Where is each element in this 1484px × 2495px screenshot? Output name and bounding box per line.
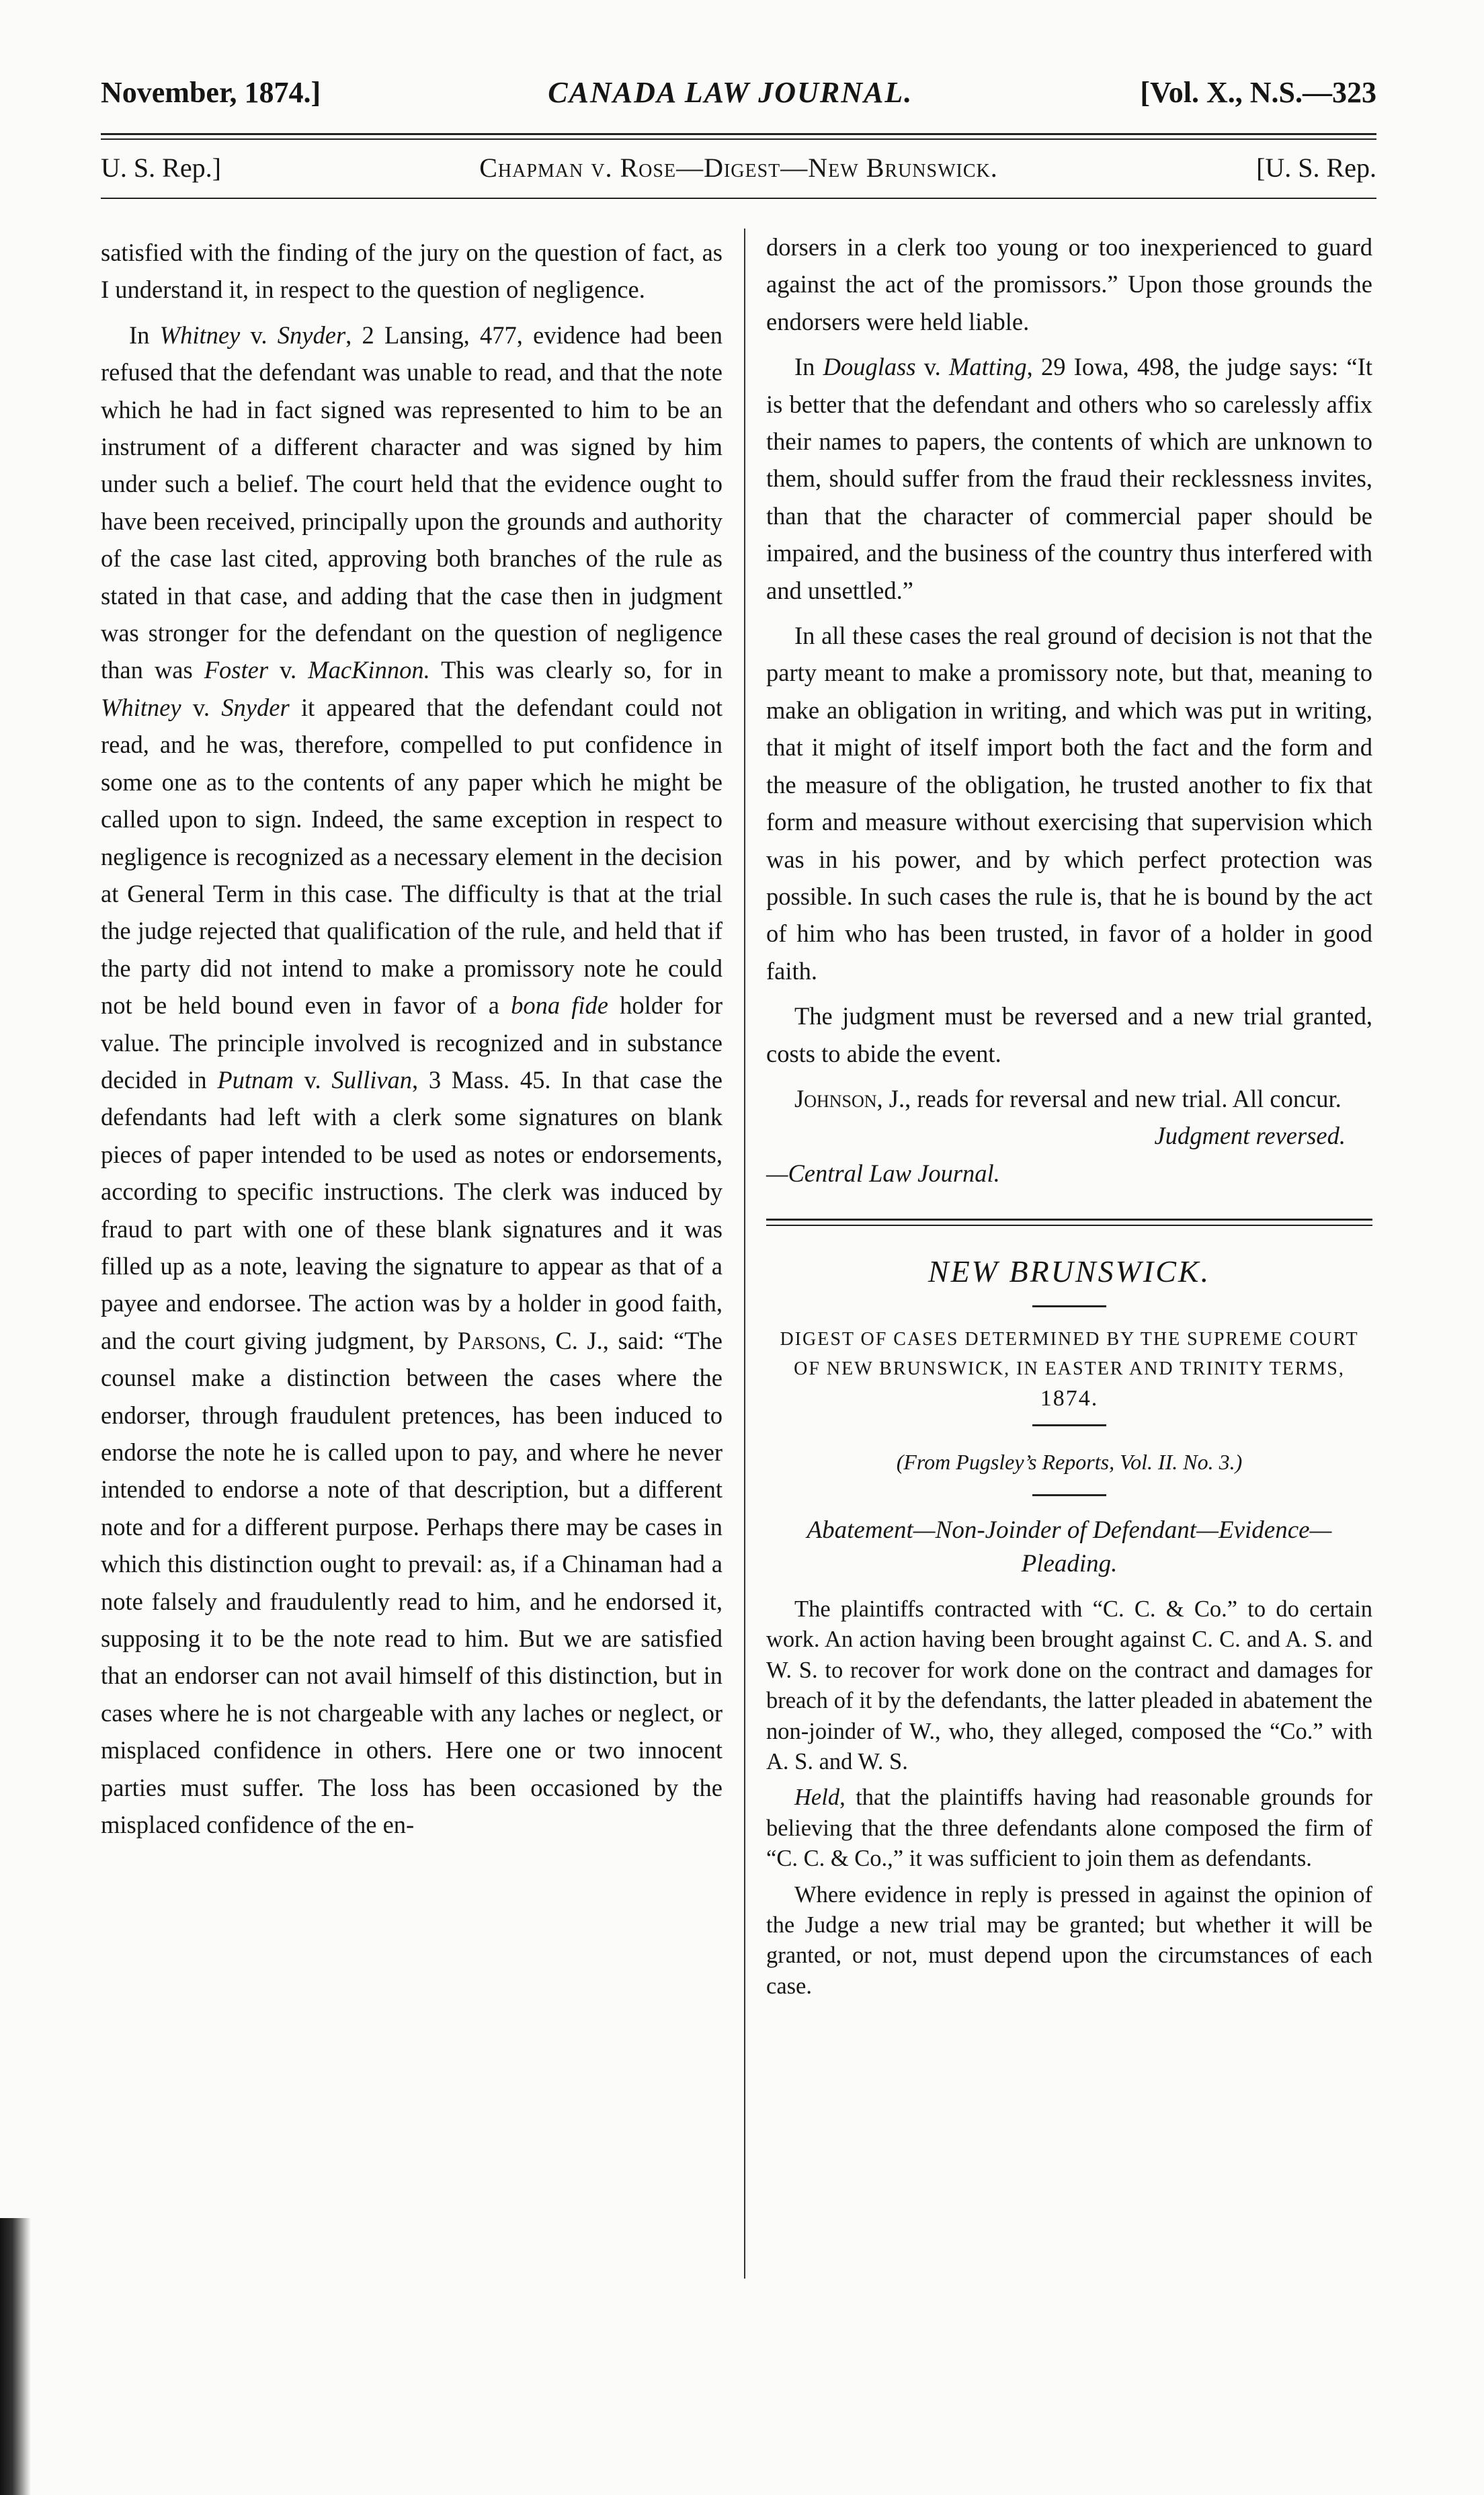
digest-heading: DIGEST OF CASES DETERMINED BY THE SUPREME COURT OF NEW BRUNSWICK, IN EASTER AND TRINITY TERMS, 1874. (780, 1328, 1359, 1411)
right-column (766, 229, 1372, 2002)
left-column (101, 234, 723, 1843)
paragraph: Held, that the plaintiffs having had reasonable grounds for believing that the three defendants alone composed the firm of “C. C. & Co.,” it was sufficient to join them as defendants. (766, 1785, 1372, 1872)
section-head-caption: Chapman v. Rose—Digest—New Brunswick. (479, 153, 998, 183)
case-name: Matting (949, 353, 1027, 381)
case-name: Sullivan (331, 1065, 413, 1094)
section-head-rule (101, 198, 1376, 199)
section-head (101, 152, 1376, 183)
case-name: Foster (204, 656, 269, 684)
judge-name: Parsons (457, 1326, 540, 1354)
source-credit: —Central Law Journal. (766, 1159, 1000, 1187)
short-rule (1032, 1305, 1106, 1307)
short-rule (1032, 1494, 1106, 1496)
paragraph: Where evidence in reply is pressed in against the opinion of the Judge a new trial may be granted; but whether it will be granted, or not, must depend upon the circumstances of each case. (766, 1881, 1372, 1999)
case-name: MacKinnon. (308, 656, 430, 684)
section-separator (766, 1219, 1372, 1226)
case-name: Douglass (823, 353, 916, 381)
paragraph: The judgment must be reversed and a new trial granted, costs to abide the event. (766, 1002, 1372, 1067)
volume-page: [Vol. X., N.S.—323 (1140, 76, 1376, 109)
paragraph: dorsers in a clerk too young or too inexperienced to guard against the act of the promissors.” Upon those grounds the endorsers were held liable. (766, 233, 1372, 335)
header-rule (101, 133, 1376, 135)
paragraph: In Douglass v. Matting, 29 Iowa, 498, the judge says: “It is better that the defendant and others who so carelessly affix their names to papers, the contents of which are unknown to them, should suffer from the fraud their recklessness invites, than that the character of commercial paper should be impaired, and the business of the country thus interfered with and unsettled.” (766, 353, 1372, 604)
judgment-line: Judgment reversed. (1154, 1122, 1346, 1150)
held-label: Held (794, 1785, 840, 1811)
paragraph: The plaintiffs contracted with “C. C. & Co.” to do certain work. An action having been brought against C. C. and A. S. and W. S. to recover for work done on the contract and damages for breach of it by the defendants, the latter pleaded in abatement the non-joinder of W., who, they alleged, composed the “Co.” with A. S. and W. S. (766, 1596, 1372, 1774)
paragraph: In Whitney v. Snyder, 2 Lansing, 477, evidence had been refused that the defendant was unable to read, and that the note which he had in fact signed was represented to him to be an instrument of a different character and was signed by him under such a belief. The court held that the evidence ought to have been received, principally upon the grounds and authority of the case last cited, approving both branches of the rule as stated in that case, and adding that the case then in judgment was stronger for the defendant on the question of negligence than was Foster v. MacKinnon. This was clearly so, for in Whitney v. Snyder it appeared that the defendant could not read, and he was, therefore, compelled to put confidence in some one as to the contents of any paper which he might be called upon to sign. Indeed, the same exception in respect to negligence is recognized as a necessary element in the decision at General Term in this case. The difficulty is that at the trial the judge rejected that qualification of the rule, and held that if the party did not intend to make a promissory note he could not be held bound even in favor of a bona fide holder for value. The principle involved is recognized and in substance decided in Putnam v. Sullivan, 3 Mass. 45. In that case the defendants had left with a clerk some signatures on blank pieces of paper intended to be used as notes or endorsements, according to specific instructions. The clerk was induced by fraud to part with one of these blank signatures and it was filled up as a note, leaving the signature to appear as that of a payee and endorsee. The action was by a holder in good faith, and the court giving judgment, by Parsons, C. J., said: “The counsel make a distinction between the cases where the endorser, through fraudulent pretences, has been induced to endorse the note he is called upon to pay, and where he never intended to endorse a note of that description, but a different note and for a different purpose. Perhaps there may be cases in which this distinction ought to prevail: as, if a Chinaman had a note falsely and fraudulently read to him, and he endorsed it, supposing it to be the note read to him. But we are satisfied that an endorser can not avail himself of this distinction, but in cases where he is not chargeable with any laches or neglect, or misplaced confidence in others. Here one or two innocent parties must suffer. The loss has been occasioned by the misplaced confidence of the en- (101, 321, 723, 1839)
case-name: Snyder (277, 321, 346, 349)
judge-name: Johnson (794, 1084, 877, 1112)
page-edge-shadow (0, 2218, 31, 2495)
case-name: Putnam (217, 1065, 294, 1094)
section-head-right: [U. S. Rep. (1256, 153, 1376, 183)
journal-title: CANADA LAW JOURNAL. (548, 76, 913, 109)
section-title: NEW BRUNSWICK. (928, 1254, 1211, 1289)
running-head (101, 75, 1376, 110)
section-head-left: U. S. Rep.] (101, 153, 221, 183)
case-name: Whitney (101, 693, 181, 721)
case-name: Whitney (159, 321, 241, 349)
short-rule (1032, 1424, 1106, 1426)
header-rule-double (101, 138, 1376, 140)
latin-term: bona fide (511, 991, 608, 1020)
paragraph: satisfied with the finding of the jury on the question of fact, as I understand it, in respect to the question of negligence. (101, 239, 723, 304)
reports-citation: (From Pugsley’s Reports, Vol. II. No. 3.) (896, 1449, 1243, 1474)
case-title: Abatement—Non-Joinder of Defendant—Evidence—Pleading. (807, 1516, 1332, 1578)
paragraph: In all these cases the real ground of decision is not that the party meant to make a promissory note, but that, meaning to make an obligation in writing, and which was put in writing, that it might of itself import both the fact and the form and the measure of the obligation, he trusted another to fix that form and measure without exercising that supervision which was in his power, and by which perfect protection was possible. In such cases the rule is, that he is bound by the act of him who has been trusted, in favor of a holder in good faith. (766, 622, 1372, 985)
case-name: Snyder (221, 693, 290, 721)
paragraph: Johnson, J., reads for reversal and new trial. All concur. (794, 1084, 1342, 1112)
issue-date: November, 1874.] (101, 76, 321, 109)
column-divider (744, 229, 745, 2279)
case-digest (766, 1594, 1372, 2002)
